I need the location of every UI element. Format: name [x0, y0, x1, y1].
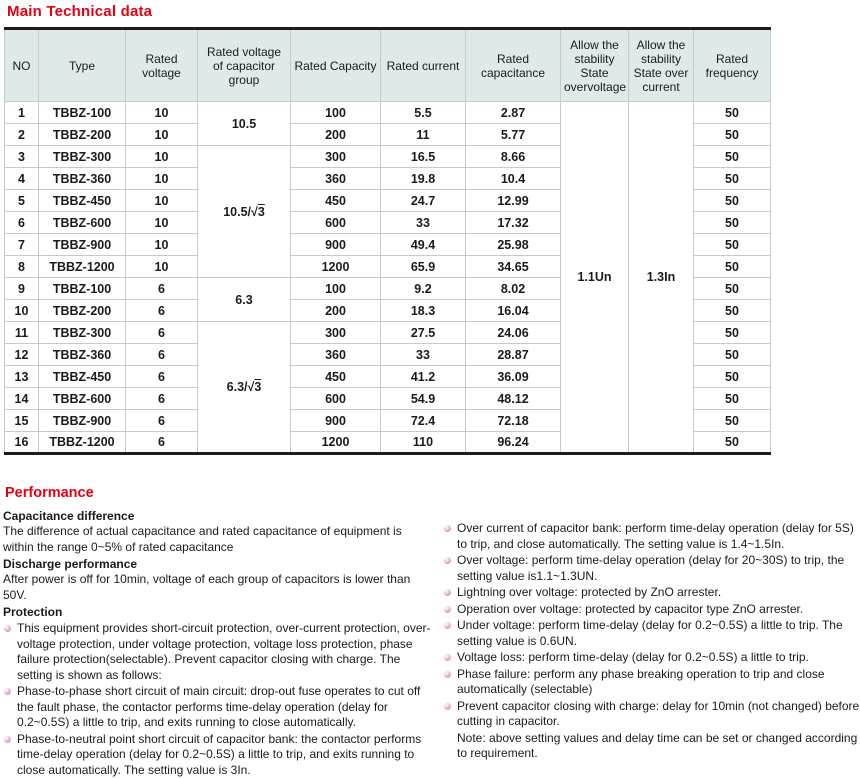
cell-no: 16	[5, 432, 39, 454]
cell-type: TBBZ-600	[39, 212, 126, 234]
performance-bullet-item	[443, 650, 860, 666]
cell-rated-voltage: 6	[126, 278, 198, 300]
cell-rated-voltage: 6	[126, 432, 198, 454]
performance-bullet-item	[443, 585, 860, 601]
performance-bullet-text: Phase-to-phase short circuit of main circuit: drop-out fuse operates to cut off the fault phase, the contactor performs time-delay operation (delay for 0.2~0.5S) a little to trip, and exits running to close automatically.	[17, 684, 420, 729]
cell-frequency: 50	[694, 234, 771, 256]
cell-frequency: 50	[694, 410, 771, 432]
cell-overvoltage: 1.1Un	[561, 102, 629, 454]
table-row	[5, 102, 771, 124]
performance-note: Note: above setting values and delay time can be set or changed according to requirement.	[443, 731, 860, 762]
cell-current: 27.5	[381, 322, 466, 344]
performance-bullet-text: Prevent capacitor closing with charge: delay for 10min (not changed) before cutting in capacitor.	[457, 699, 859, 729]
cell-type: TBBZ-200	[39, 124, 126, 146]
performance-bullet-text: Lightning over voltage: protected by ZnO arrester.	[457, 585, 721, 599]
cell-no: 12	[5, 344, 39, 366]
performance-bullet-item	[3, 684, 435, 731]
cell-frequency: 50	[694, 278, 771, 300]
bullet-dot-icon	[444, 622, 451, 629]
cell-no: 14	[5, 388, 39, 410]
cell-current: 65.9	[381, 256, 466, 278]
performance-bullet-text: Over current of capacitor bank: perform time-delay operation (delay for 5S) to trip, and close automatically. The setting value is 1.4~1.5In.	[457, 521, 854, 551]
cell-capacity: 450	[291, 366, 381, 388]
cell-type: TBBZ-100	[39, 102, 126, 124]
cell-current: 54.9	[381, 388, 466, 410]
cell-no: 11	[5, 322, 39, 344]
cell-current: 24.7	[381, 190, 466, 212]
cell-rated-voltage: 6	[126, 322, 198, 344]
cell-current: 72.4	[381, 410, 466, 432]
cell-overcurrent: 1.3In	[629, 102, 694, 454]
cell-type: TBBZ-1200	[39, 432, 126, 454]
cell-type: TBBZ-450	[39, 190, 126, 212]
performance-bullet-text: Phase failure: perform any phase breaking operation to trip and close automatically (selectable)	[457, 667, 825, 697]
cell-no: 7	[5, 234, 39, 256]
performance-left-column	[3, 507, 435, 778]
cell-type: TBBZ-300	[39, 322, 126, 344]
cell-group-voltage: 6.3	[198, 278, 291, 322]
cell-capacitance: 16.04	[466, 300, 561, 322]
cell-frequency: 50	[694, 322, 771, 344]
cell-frequency: 50	[694, 190, 771, 212]
cell-group-voltage: 10.5	[198, 102, 291, 146]
cell-rated-voltage: 10	[126, 146, 198, 168]
cell-current: 16.5	[381, 146, 466, 168]
cell-current: 18.3	[381, 300, 466, 322]
cell-type: TBBZ-300	[39, 146, 126, 168]
cell-rated-voltage: 10	[126, 102, 198, 124]
bullet-dot-icon	[444, 671, 451, 678]
cell-capacitance: 10.4	[466, 168, 561, 190]
cell-current: 9.2	[381, 278, 466, 300]
cell-frequency: 50	[694, 388, 771, 410]
performance-text: The difference of actual capacitance and rated capacitance of equipment is within the range 0~5% of rated capacitance	[3, 524, 435, 555]
performance-bullet-text: Operation over voltage: protected by capacitor type ZnO arrester.	[457, 602, 803, 616]
cell-no: 8	[5, 256, 39, 278]
cell-type: TBBZ-1200	[39, 256, 126, 278]
col-header-capacity: Rated Capacity	[291, 29, 381, 102]
technical-data-table	[4, 27, 771, 455]
cell-no: 3	[5, 146, 39, 168]
bullet-dot-icon	[4, 688, 11, 695]
cell-type: TBBZ-200	[39, 300, 126, 322]
cell-current: 33	[381, 212, 466, 234]
performance-subheading: Discharge performance	[3, 556, 435, 572]
col-header-type: Type	[39, 29, 126, 102]
cell-capacity: 1200	[291, 432, 381, 454]
performance-subheading: Capacitance difference	[3, 508, 435, 524]
cell-current: 110	[381, 432, 466, 454]
cell-no: 15	[5, 410, 39, 432]
cell-rated-voltage: 10	[126, 212, 198, 234]
performance-text: After power is off for 10min, voltage of each group of capacitors is lower than 50V.	[3, 572, 435, 603]
col-header-capacitance: Rated capacitance	[466, 29, 561, 102]
page-title: Main Technical data	[7, 3, 860, 20]
cell-type: TBBZ-900	[39, 234, 126, 256]
col-header-overcurrent: Allow the stability State over current	[629, 29, 694, 102]
cell-group-voltage: 6.3/√3	[198, 322, 291, 454]
cell-frequency: 50	[694, 146, 771, 168]
cell-rated-voltage: 6	[126, 344, 198, 366]
cell-frequency: 50	[694, 102, 771, 124]
cell-capacity: 360	[291, 344, 381, 366]
table-body	[5, 102, 771, 454]
cell-capacitance: 28.87	[466, 344, 561, 366]
cell-capacitance: 72.18	[466, 410, 561, 432]
cell-capacity: 1200	[291, 256, 381, 278]
performance-bullet-text: Under voltage: perform time-delay (delay for 0.2~0.5S) a little to trip. The setting value is 0.6UN.	[457, 618, 843, 648]
cell-capacity: 600	[291, 212, 381, 234]
cell-type: TBBZ-360	[39, 344, 126, 366]
performance-bullet-text: Over voltage: perform time-delay operation (delay for 20~30S) to trip, the setting value is1.1~1.3UN.	[457, 553, 844, 583]
cell-capacitance: 24.06	[466, 322, 561, 344]
performance-bullet-item	[443, 553, 860, 584]
cell-rated-voltage: 6	[126, 366, 198, 388]
table-header-row	[5, 29, 771, 102]
cell-no: 13	[5, 366, 39, 388]
cell-capacitance: 17.32	[466, 212, 561, 234]
col-header-current: Rated current	[381, 29, 466, 102]
cell-capacitance: 8.02	[466, 278, 561, 300]
cell-capacitance: 12.99	[466, 190, 561, 212]
bullet-dot-icon	[444, 557, 451, 564]
cell-current: 41.2	[381, 366, 466, 388]
cell-current: 49.4	[381, 234, 466, 256]
cell-current: 5.5	[381, 102, 466, 124]
cell-rated-voltage: 10	[126, 190, 198, 212]
col-header-group-voltage: Rated voltage of capacitor group	[198, 29, 291, 102]
cell-type: TBBZ-600	[39, 388, 126, 410]
cell-capacitance: 25.98	[466, 234, 561, 256]
bullet-dot-icon	[444, 525, 451, 532]
cell-frequency: 50	[694, 212, 771, 234]
bullet-dot-icon	[444, 606, 451, 613]
cell-frequency: 50	[694, 366, 771, 388]
cell-frequency: 50	[694, 432, 771, 454]
performance-columns	[3, 507, 860, 778]
cell-current: 11	[381, 124, 466, 146]
cell-frequency: 50	[694, 124, 771, 146]
cell-capacitance: 36.09	[466, 366, 561, 388]
cell-rated-voltage: 6	[126, 410, 198, 432]
performance-heading: Performance	[5, 485, 860, 501]
cell-rated-voltage: 10	[126, 124, 198, 146]
cell-capacitance: 2.87	[466, 102, 561, 124]
performance-subheading: Protection	[3, 604, 435, 620]
performance-bullet-item	[443, 667, 860, 698]
cell-capacity: 900	[291, 234, 381, 256]
cell-capacity: 100	[291, 278, 381, 300]
cell-current: 19.8	[381, 168, 466, 190]
performance-bullet-text: Voltage loss: perform time-delay (delay for 0.2~0.5S) a little to trip.	[457, 650, 809, 664]
performance-right-column	[443, 507, 860, 778]
cell-rated-voltage: 6	[126, 388, 198, 410]
cell-capacitance: 96.24	[466, 432, 561, 454]
cell-group-voltage: 10.5/√3	[198, 146, 291, 278]
cell-rated-voltage: 10	[126, 234, 198, 256]
cell-no: 5	[5, 190, 39, 212]
bullet-dot-icon	[444, 654, 451, 661]
cell-rated-voltage: 10	[126, 168, 198, 190]
cell-capacity: 100	[291, 102, 381, 124]
cell-current: 33	[381, 344, 466, 366]
cell-type: TBBZ-900	[39, 410, 126, 432]
cell-capacity: 200	[291, 124, 381, 146]
cell-no: 4	[5, 168, 39, 190]
bullet-dot-icon	[4, 625, 11, 632]
col-header-overvoltage: Allow the stability State overvoltage	[561, 29, 629, 102]
cell-type: TBBZ-450	[39, 366, 126, 388]
cell-rated-voltage: 6	[126, 300, 198, 322]
cell-capacity: 360	[291, 168, 381, 190]
bullet-dot-icon	[444, 703, 451, 710]
performance-bullet-item	[3, 621, 435, 683]
cell-capacitance: 34.65	[466, 256, 561, 278]
performance-bullet-item	[443, 521, 860, 552]
cell-rated-voltage: 10	[126, 256, 198, 278]
performance-bullet-item	[443, 618, 860, 649]
col-header-frequency: Rated frequency	[694, 29, 771, 102]
cell-capacity: 900	[291, 410, 381, 432]
bullet-dot-icon	[4, 736, 11, 743]
performance-bullet-text: This equipment provides short-circuit protection, over-current protection, over-voltage protection, under voltage protection, voltage loss protection, phase failure protection(selectable). Prevent capacitor closing with charge. The setting is shown as follows:	[17, 621, 431, 682]
cell-capacitance: 8.66	[466, 146, 561, 168]
cell-capacity: 200	[291, 300, 381, 322]
cell-capacity: 600	[291, 388, 381, 410]
cell-no: 6	[5, 212, 39, 234]
cell-no: 1	[5, 102, 39, 124]
cell-capacity: 300	[291, 146, 381, 168]
table-header	[5, 29, 771, 102]
cell-type: TBBZ-100	[39, 278, 126, 300]
cell-frequency: 50	[694, 256, 771, 278]
performance-bullet-text: Phase-to-neutral point short circuit of capacitor bank: the contactor performs time-delay operation (delay for 0.2~0.5S) a little to trip, and exits running to close automatically. The setting value is 3In.	[17, 732, 421, 777]
cell-frequency: 50	[694, 168, 771, 190]
cell-capacity: 300	[291, 322, 381, 344]
cell-capacitance: 5.77	[466, 124, 561, 146]
col-header-rated-voltage: Rated voltage	[126, 29, 198, 102]
cell-no: 2	[5, 124, 39, 146]
performance-bullet-item	[443, 602, 860, 618]
cell-capacitance: 48.12	[466, 388, 561, 410]
col-header-no: NO	[5, 29, 39, 102]
cell-no: 10	[5, 300, 39, 322]
cell-type: TBBZ-360	[39, 168, 126, 190]
cell-frequency: 50	[694, 344, 771, 366]
cell-capacity: 450	[291, 190, 381, 212]
cell-frequency: 50	[694, 300, 771, 322]
performance-bullet-item	[443, 699, 860, 730]
bullet-dot-icon	[444, 589, 451, 596]
cell-no: 9	[5, 278, 39, 300]
